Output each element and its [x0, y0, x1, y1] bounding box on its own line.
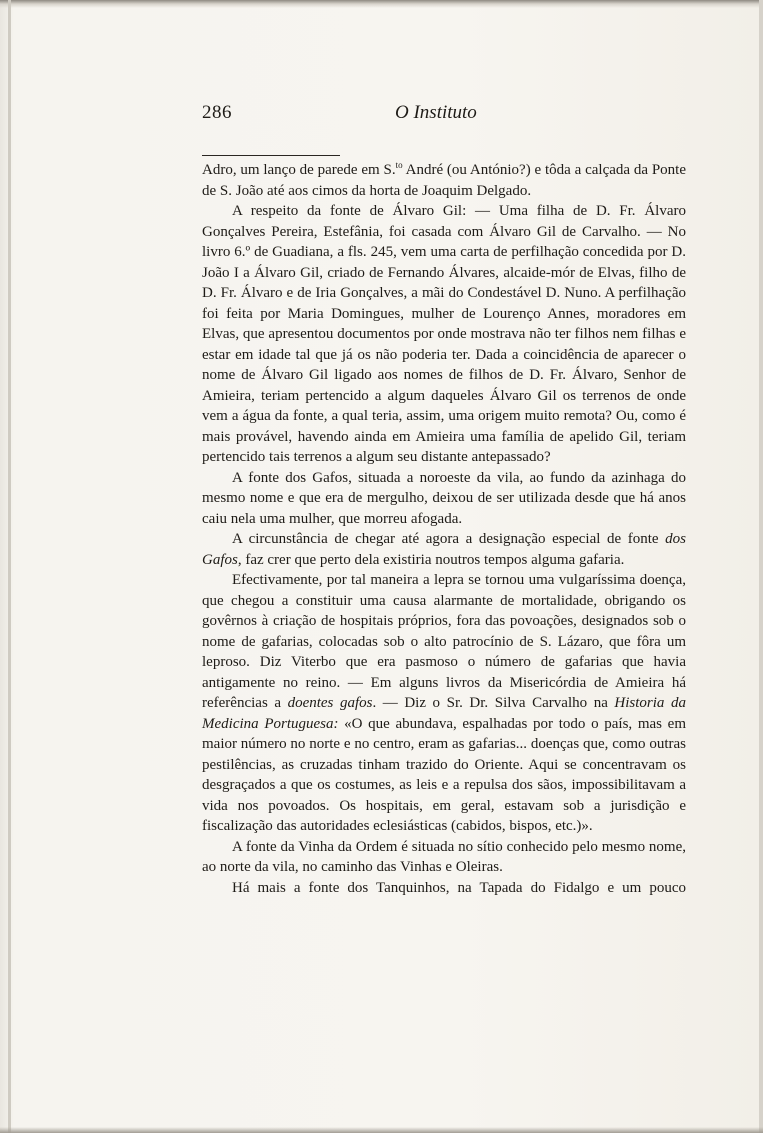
running-title: O Instituto [395, 102, 477, 123]
paragraph: A circunstância de chegar até agora a designação especial de fonte dos Gafos, faz crer que perto dela existiria noutros tempos alguma gafaria. [202, 531, 686, 568]
page-right-edge [759, 0, 763, 1133]
body-text [202, 160, 686, 898]
italic-text: dos Gafos [202, 531, 686, 568]
paragraph-continues: Há mais a fonte dos Tanquinhos, na Tapada do Fidalgo e um pouco [232, 879, 686, 896]
paragraph-continued: Adro, um lanço de parede em S.$^{to}$ André (ou António?) e tôda a calçada da Ponte de S. João até aos cimos da horta de Joaquim Delgado. [202, 160, 686, 199]
paragraph: A fonte dos Gafos, situada a noroeste da vila, ao fundo da azinhaga do mesmo nome e que era de mergulho, deixou de ser utilizada desde que há anos caiu nela uma mulher, que morreu afogada. [202, 469, 686, 527]
continuation-rule [202, 155, 340, 156]
page-top-edge [0, 0, 763, 8]
italic-text: doentes gafos [287, 695, 373, 711]
running-header [202, 102, 686, 130]
book-title: Historia da Medicina Portuguesa: [202, 695, 686, 732]
page-left-edge [8, 0, 11, 1133]
paragraph: Efectivamente, por tal maneira a lepra se tornou uma vulgaríssima doença, que chegou a constituir uma causa alarmante de mortalidade, obrigando os govêrnos à criação de hospitais próprios, fora das povoações, designados sob o nome de gafarias, colocadas sob o alto patrocínio de S. Lázaro, que fôra um leproso. Diz Viterbo que era pasmoso o número de gafarias que havia antigamente no reino. — Em alguns livros da Misericórdia de Amieira há referências a doentes gafos. — Diz o Sr. Dr. Silva Carvalho na Historia da Medicina Portuguesa: «O que abundava, espalhadas por todo o país, mas em maior número no norte e no centro, eram as gafarias... doenças que, como outras pestilências, as cruzadas tinham trazido do Oriente. Aqui se concentravam os desgraçados a que os costumes, as leis e a repulsa dos sãos, impossibilitavam a vida nos povoados. Os hospitais, em geral, estavam sob a jurisdição e fiscalização das autoridades eclesiásticas (cabidos, bispos, etc.)». [202, 572, 686, 834]
page-bottom-edge [0, 1127, 763, 1133]
page-number: 286 [202, 102, 232, 123]
paragraph: A respeito da fonte de Álvaro Gil: — Uma filha de D. Fr. Álvaro Gonçalves Pereira, Estefânia, foi casada com Álvaro Gil de Carvalho. — No livro 6.º de Guadiana, a fls. 245, vem uma carta de perfilhação concedida por D. João I a Álvaro Gil, criado de Fernando Álvares, alcaide-mór de Elvas, filho de D. Fr. Álvaro e de Iria Gonçalves, a mãi do Condestável D. Nuno. A perfilhação foi feita por Maria Domingues, mulher de Lourenço Annes, moradores em Elvas, que apresentou documentos por onde mostrava não ter filhos nem filhas e estar em idade tal que já os não poderia ter. Dada a coincidência de aparecer o nome de Álvaro Gil ligado aos nomes de filhos de D. Fr. Álvaro, Senhor de Amieira, teriam pertencido a algum daqueles Álvaro Gil os terrenos de onde vem a água da fonte, a qual teria, assim, uma origem muito remota? Ou, como é mais provável, havendo ainda em Amieira uma família de apelido Gil, teriam pertencido tais terrenos a algum seu distante antepassado? [202, 203, 686, 465]
paragraph: A fonte da Vinha da Ordem é situada no sítio conhecido pelo mesmo nome, ao norte da vila, no caminho das Vinhas e Oleiras. [202, 838, 686, 875]
